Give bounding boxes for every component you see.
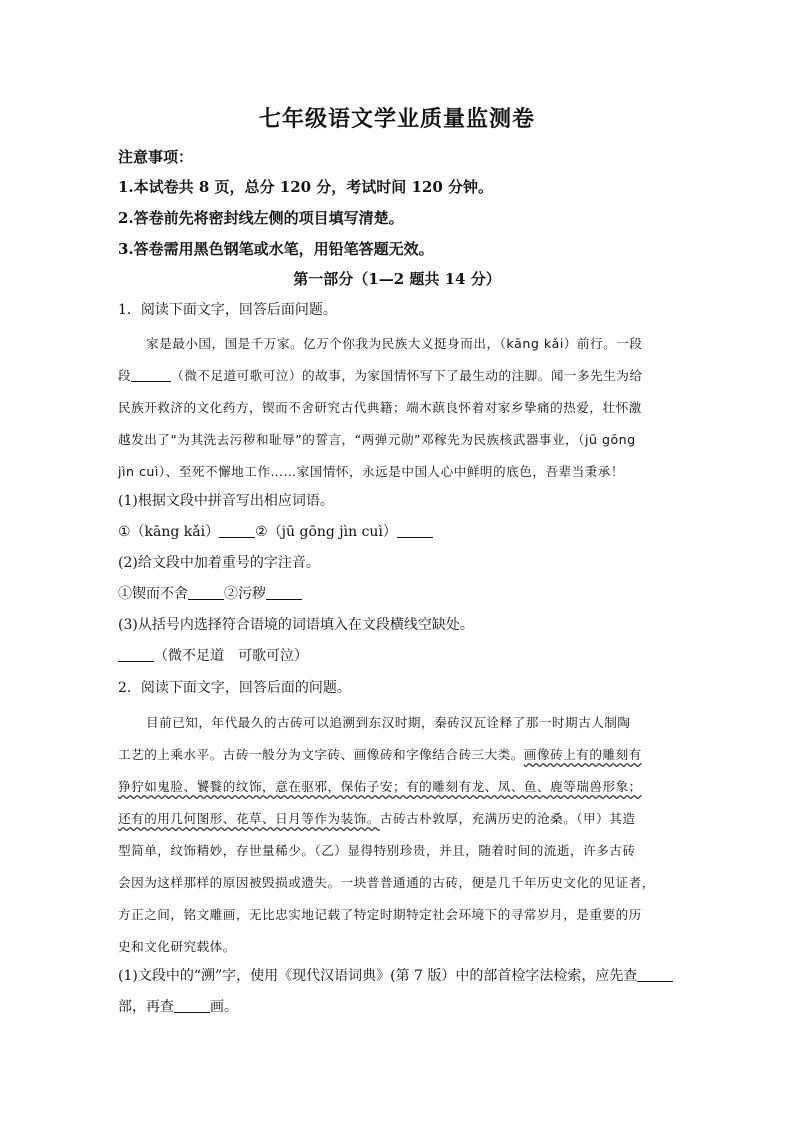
q2-passage-line: 目前已知，年代最久的古砖可以追溯到东汉时期，秦砖汉瓦诠释了那一时期古人制陶 <box>146 715 631 730</box>
answer-blank[interactable] <box>637 969 673 982</box>
q2-sub1-text: 部，再查 <box>118 999 174 1015</box>
q2-passage-line: 方正之间，铭文雕画，无比忠实地记载了特定时期特定社会环境下的寻常岁月，是重要的历 <box>118 907 642 922</box>
q2-underlined-text: 还有的用几何图形、花草、日月等作为装饰。 <box>118 811 380 826</box>
q1-passage-line: 家是最小国，国是千万家。亿万个你我为民族大义挺身而出，（kāng kǎi）前行。一段 <box>146 336 643 351</box>
q2-underlined-text: 狰狞如鬼脸、饕餮的纹饰，意在驱邪，保佑子安；有的雕刻有龙、凤、鱼、鹿等瑞兽形象； <box>118 779 642 794</box>
q2-passage-line: 会因为这样那样的原因被毁损或遗失。一块普普通通的古砖，便是几千年历史文化的见证者， <box>118 875 655 890</box>
q1-sub1-answers <box>118 521 674 541</box>
q2-prompt: 2．阅读下面文字，回答后面的问题。 <box>118 680 351 696</box>
answer-blank[interactable] <box>219 525 255 538</box>
answer-blank[interactable] <box>118 649 154 662</box>
q1-passage-line: 民族开救济的文化药方，锲而不舍研究古代典籍；端木蕻良怀着对家乡挚痛的热爱，壮怀激 <box>118 400 642 415</box>
q2-sub1-text: 画。 <box>210 999 238 1015</box>
answer-blank[interactable] <box>266 587 302 600</box>
q2-sub1-text: (1)文段中的“溯”字，使用《现代汉语词典》(第 7 版）中的部首检字法检索，应先查 <box>118 968 638 984</box>
answer-blank[interactable] <box>188 587 224 600</box>
q1-sub2: (2)给文段中加着重号的字注音。 <box>118 555 320 571</box>
answer-blank[interactable] <box>174 1000 210 1013</box>
q2-passage-line: 型简单，纹饰精妙，存世量稀少。（乙）显得特别珍贵，并且，随着时间的流逝，许多古砖 <box>118 843 636 858</box>
q1-passage-blank[interactable] <box>131 369 171 382</box>
q1-sub1: (1)根据文段中拼音写出相应词语。 <box>118 493 334 509</box>
q1-sub3: (3)从括号内选择符合语境的词语填入在文段横线空缺处。 <box>118 617 474 633</box>
q1-passage-line <box>118 365 674 384</box>
q2-passage-text: 工艺的上乘水平。古砖一般分为文字砖、画像砖和字像结合砖三大类。 <box>118 747 524 762</box>
q1-sub3-options: （微不足道 可歌可泣） <box>154 648 308 664</box>
notice-item-3: 3.答卷需用黑色钢笔或水笔，用铅笔答题无效。 <box>118 240 434 258</box>
q2-passage-line <box>118 808 674 827</box>
q2-sub1-cont <box>118 996 674 1016</box>
q1-passage-text: 段 <box>118 368 132 383</box>
q1-sub1-label: ①（kāng kǎi） <box>118 524 220 540</box>
q1-passage-line: jìn cuì）、至死不懈地工作……家国情怀，永远是中国人心中鲜明的底色，吾辈当秉承！ <box>118 464 624 479</box>
q1-sub2-answers <box>118 583 674 603</box>
q2-passage-line <box>118 744 674 763</box>
q1-passage-line: 越发出了“为其洗去污秽和耻辱”的誓言，“两弹元勋”邓稼先为民族核武器事业，（jū gōng <box>118 432 636 447</box>
notice-item-1: 1.本试卷共 8 页，总分 120 分，考试时间 120 分钟。 <box>118 178 494 196</box>
q2-passage-line: 史和文化研究载体。 <box>118 939 236 954</box>
q2-sub1 <box>118 965 674 985</box>
q1-passage-text: （微不足道可歌可泣）的故事，为家国情怀写下了最生动的注脚。闻一多先生为给 <box>171 368 643 383</box>
notice-item-2: 2.答卷前先将密封线左侧的项目填写清楚。 <box>118 209 404 227</box>
q1-sub1-label: ②（jū gōng jìn cuì） <box>255 524 397 540</box>
q1-prompt: 1．阅读下面文字，回答后面问题。 <box>118 302 337 318</box>
q1-sub2-label: ②污秽 <box>224 586 266 602</box>
q1-sub3-answer <box>118 645 674 665</box>
q2-passage-line <box>118 776 674 795</box>
q2-passage-text: 古砖古朴敦厚，充满历史的沧桑。（甲）其造 <box>379 811 636 826</box>
answer-blank[interactable] <box>397 525 433 538</box>
notice-heading: 注意事项： <box>118 148 194 166</box>
q2-underlined-text: 画像砖上有的雕刻有 <box>523 747 642 762</box>
page-title: 七年级语文学业质量监测卷 <box>258 106 535 132</box>
section-heading: 第一部分（1—2 题共 14 分） <box>293 270 501 288</box>
q1-sub2-label: ①锲而不舍 <box>118 586 188 602</box>
